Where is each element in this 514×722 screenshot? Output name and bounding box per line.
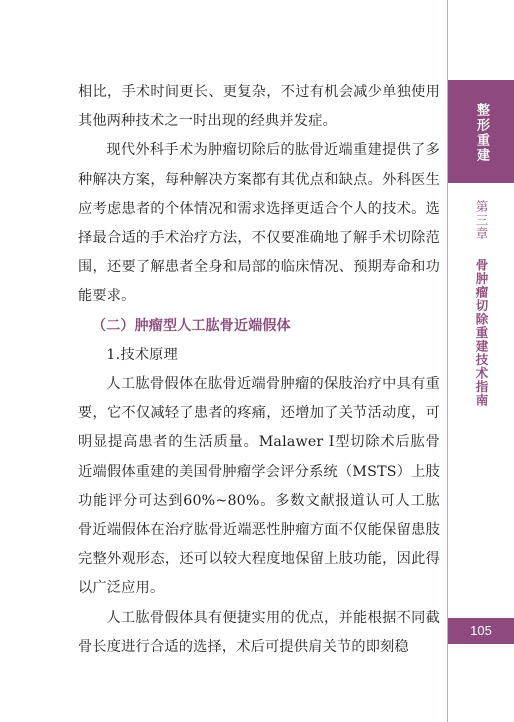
subsection-heading: 1.技术原理 [106,346,178,363]
paragraph-advantages: 人工肱骨假体具有便捷实用的优点，并能根据不同截骨长度进行合适的选择，术后可提供肩关节的即刻稳 [78,609,440,655]
paragraph-prosthesis: 人工肱骨假体在肱骨近端骨肿瘤的保肢治疗中具有重要，它不仅减轻了患者的疼痛，还增加了关节活动度，可明显提高患者的生活质量。Malawer Ⅰ型切除术后肱骨近端假体重建的美国骨肿瘤学会评分系统（MSTS）上肢功能评分可达到60%~80%。多数文献报道认可人工肱骨近端假体在治疗肱骨近端恶性肿瘤方面不仅能保留患肢完整外观形态，还可以较大程度地保留上肢功能，因此得以广泛应用。 [78,376,440,597]
paragraph-surgical-options: 现代外科手术为肿瘤切除后的肱骨近端重建提供了多种解决方案，每种解决方案都有其优点和缺点。外科医生应考虑患者的个体情况和需求选择更适合个人的技术。选择最合适的手术治疗方法，不仅要准确地了解手术切除范围，还要了解患者全身和局部的临床情况、预期寿命和功能要求。 [78,142,440,305]
section-heading: （二）肿瘤型人工肱骨近端假体 [92,317,291,334]
section-tab [448,80,514,183]
chapter-label [448,200,514,407]
chapter-title: 骨肿瘤切除重建技术指南 [474,258,489,407]
main-text [78,78,440,662]
page-number: 105 [448,618,514,644]
section-tab-label: 整形重建 [474,103,489,163]
chapter-number: 第三章 [474,200,489,241]
paragraph-continued: 相比，手术时间更长、更复杂，不过有机会减少单独使用其他两种技术之一时出现的经典并发症。 [78,84,440,130]
